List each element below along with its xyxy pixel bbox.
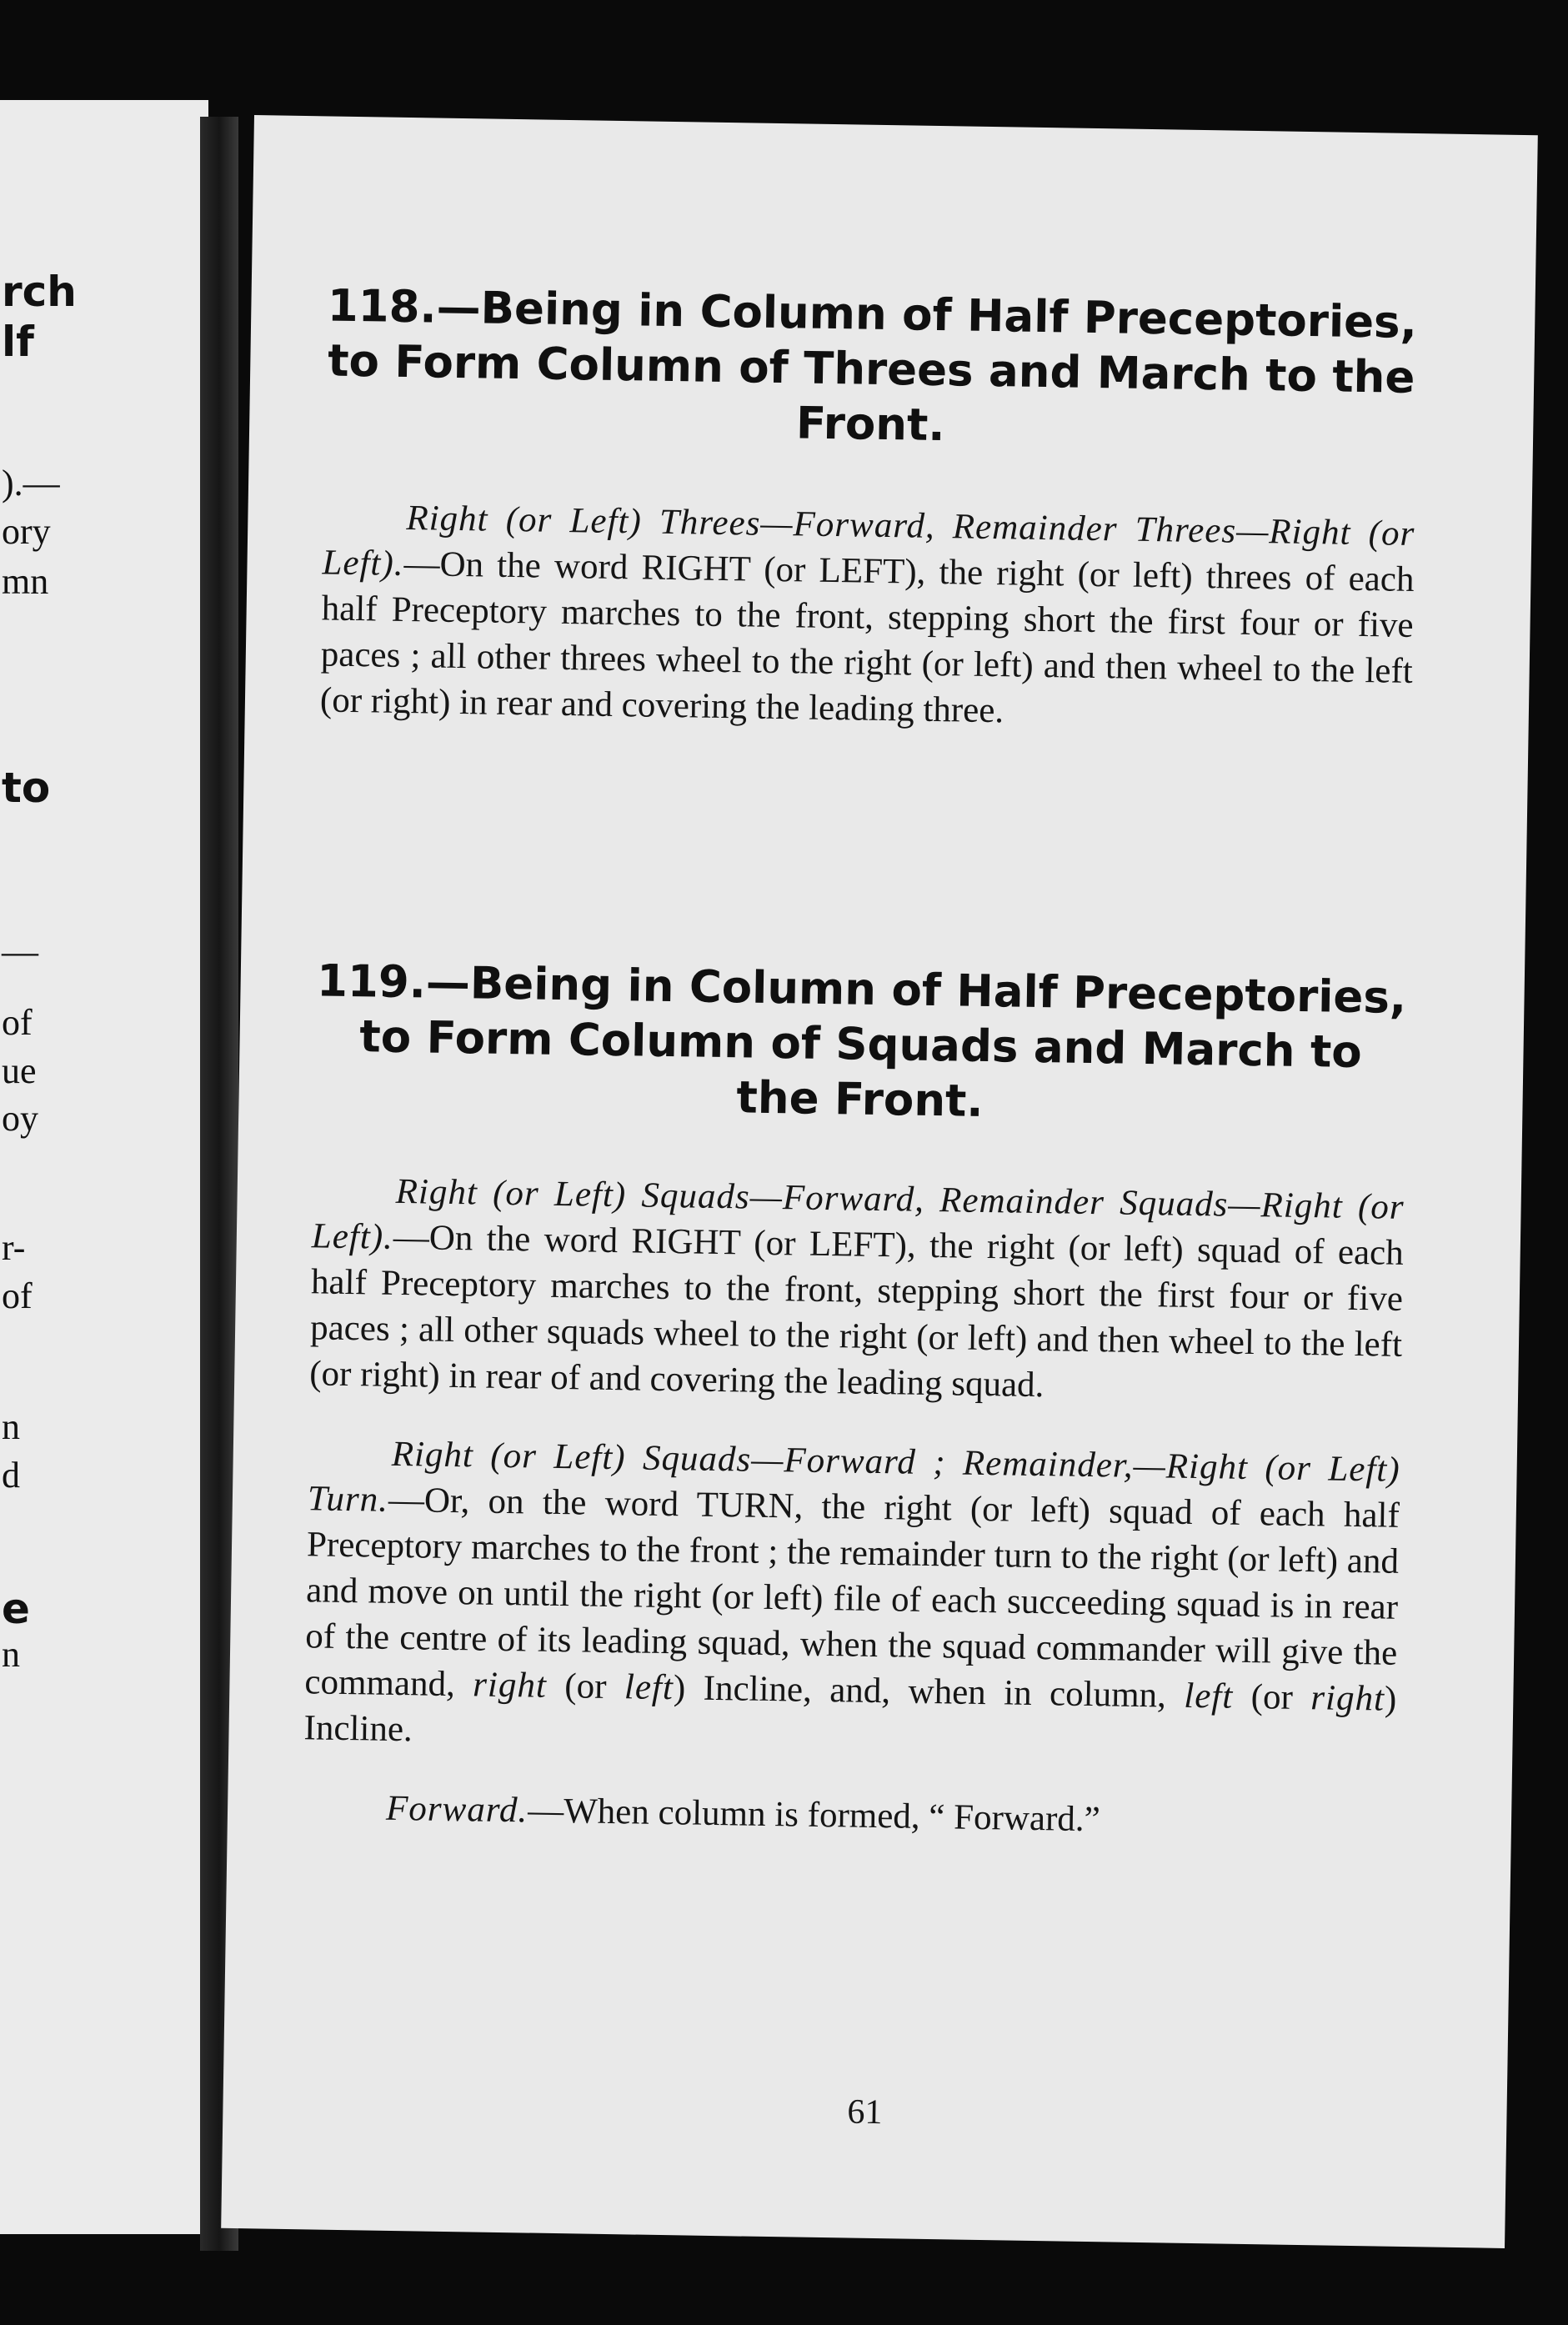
section-heading: 118.—Being in Column of Half Preceptories, to Form Column of Threes and March to the Front. bbox=[327, 280, 1418, 452]
command-words: Right (or Left) Squads—Forward, Remainder Squads—Right (or Left). bbox=[311, 1171, 1405, 1257]
italic-word: left bbox=[1183, 1676, 1234, 1716]
facing-page-fragment: ory bbox=[2, 511, 51, 552]
facing-page-fragment: ue bbox=[2, 1050, 37, 1091]
facing-page-fragment: oy bbox=[2, 1098, 38, 1139]
section-119 bbox=[303, 954, 1408, 1846]
command-words: Right (or Left) Squads—Forward ; Remainder,—Right (or Left) Turn. bbox=[307, 1434, 1401, 1520]
italic-word: right bbox=[472, 1665, 548, 1706]
facing-page-fragment: mn bbox=[2, 561, 49, 602]
facing-page-fragment: rch bbox=[2, 268, 77, 316]
facing-page-fragment: r- bbox=[2, 1227, 26, 1268]
facing-page-fragment: to bbox=[2, 764, 51, 812]
paragraph-text: —Or, on the word TURN, the right (or left) squad of each half Preceptory marches to the front ; the remainder turn to the right (or left) and and move on until the right (or left) file of each succeeding squad is in rear of the centre of its leading squad, when the squad commander will give the command, bbox=[304, 1480, 1400, 1705]
facing-page-edge bbox=[0, 100, 208, 2234]
facing-page-fragment: — bbox=[2, 931, 38, 972]
paragraph bbox=[303, 1430, 1400, 1768]
paragraph-text: —When column is formed, “ Forward.” bbox=[527, 1791, 1101, 1840]
section-118 bbox=[320, 278, 1419, 740]
paragraph bbox=[320, 494, 1415, 740]
paragraph-text: —On the word RIGHT (or LEFT), the right (or left) squad of each half Preceptory marches to the front, stepping short the first four or five paces ; all other squads wheel to the right (or left) and then wheel to the left (or right) in rear of and covering the leading squad. bbox=[308, 1217, 1405, 1406]
section-heading: 119.—Being in Column of Half Preceptories, to Form Column of Squads and March to the Front. bbox=[316, 955, 1407, 1127]
paragraph-text: (or bbox=[546, 1666, 625, 1707]
facing-page-fragment: of bbox=[2, 1275, 33, 1316]
page-number: 61 bbox=[847, 2092, 883, 2132]
italic-word: left bbox=[624, 1667, 674, 1708]
facing-page-fragment: d bbox=[2, 1455, 20, 1496]
paragraph bbox=[303, 1784, 1395, 1847]
command-words: Right (or Left) Threes—Forward, Remainder Threes—Right (or Left). bbox=[322, 498, 1415, 584]
facing-page-fragment: ).— bbox=[2, 463, 60, 504]
facing-page-fragment: n bbox=[2, 1634, 20, 1675]
paragraph bbox=[309, 1167, 1405, 1414]
paragraph-text: ) Incline, and, when in column, bbox=[673, 1668, 1185, 1716]
facing-page-fragment: of bbox=[2, 1002, 33, 1043]
paragraph-text: ) Incline. bbox=[303, 1679, 1397, 1750]
command-words: Forward. bbox=[385, 1788, 529, 1831]
facing-page-fragment: lf bbox=[2, 318, 34, 366]
book-page bbox=[221, 115, 1538, 2248]
paragraph-text: (or bbox=[1232, 1676, 1311, 1718]
paragraph-text: —On the word RIGHT (or LEFT), the right (or left) threes of each half Preceptory marches to the front, stepping short the first four or five paces ; all other threes wheel to the right (or left) and then wheel to the left (or right) in rear and covering the leading three. bbox=[319, 544, 1415, 731]
facing-page-fragment: e bbox=[2, 1585, 30, 1633]
facing-page-fragment: n bbox=[2, 1406, 20, 1447]
italic-word: right bbox=[1310, 1678, 1385, 1719]
